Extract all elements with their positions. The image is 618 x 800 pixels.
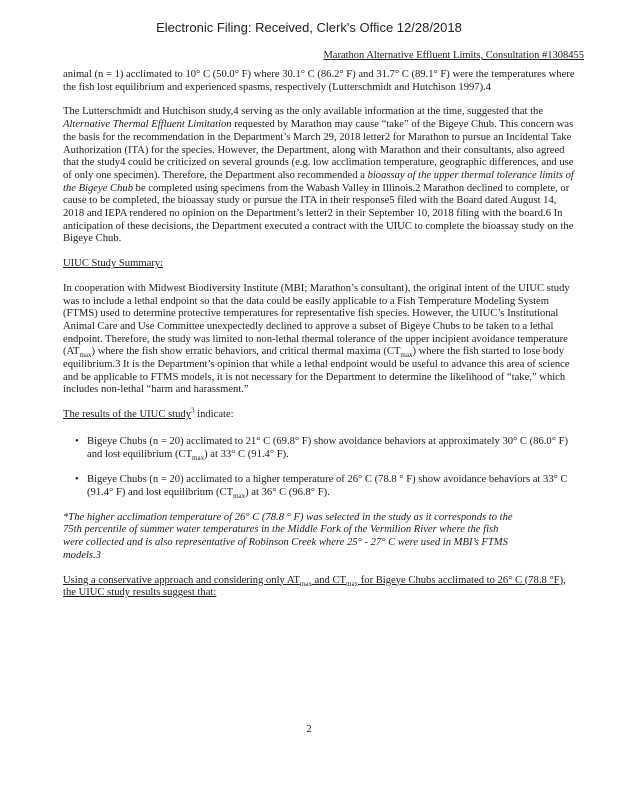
acclimation-note: *The higher acclimation temperature of 26° C (78.8 ° F) was selected in the study as it corresponds to the 75th percentile of summer water temperatures in the Middle Fork of the Vermilion River where the fish were collected and is also representative of Robinson Creek where 25° - 27° C were used in MBI’s FTMS models.3	[63, 511, 513, 561]
results-heading: The results of the UIUC study$^3$ indicate:	[63, 406, 234, 421]
page-number: 2	[306, 724, 312, 735]
results-list	[63, 436, 578, 500]
italic-bioassay: bioassay of the upper thermal tolerance limits of the Bigeye Chub	[63, 169, 574, 194]
result-bullet-21c: • Bigeye Chubs (n = 20) acclimated to 21° C (69.8° F) show avoidance behaviors at approximately 30° C (86.0° F) and lost equilibrium $(CT_{max})$ at 33° C (91.4° F).	[77, 436, 578, 461]
filing-stamp: Electronic Filing: Received, Clerk's Office 12/28/2018	[156, 20, 462, 35]
paragraph-summary: In cooperation with Midwest Biodiversity Institute (MBI; Marathon’s consultant), the original intent of the UIUC study was to include a lethal endpoint so that the data could be easily applicable to a Fish Temperature Modeling System (FTMS) used to determine protective temperatures for representative fish species. However, the UIUC’s Institutional Animal Care and Use Committee unexpectedly declined to approve a subset of Bigeye Chubs to be taken to a lethal endpoint. Therefore, the study was limited to non-lethal thermal tolerance of the upper incipient avoidance temperature $(AT_{max})$ where the fish show erratic behaviors, and critical thermal maxima $(CT_{max})$ where the fish started to lose body equilibrium.3 It is the Department’s opinion that while a lethal endpoint would be useful to advance this area of science and be applicable to FTMS models, it is not necessary for the Department to determine the likelihood of “take,” which includes non-lethal “harm and harassment.”	[63, 282, 570, 396]
running-header: Marathon Alternative Effluent Limits, Consultation #1308455	[323, 50, 584, 61]
italic-ate-limitation: Alternative Thermal Effluent Limitation	[63, 119, 232, 131]
section-heading-summary: UIUC Study Summary:	[63, 258, 164, 270]
conclusion-lead: Using a conservative approach and considering only $AT_{max}$ and $CT_{max}$ for Bigeye Chubs acclimated to 26° C (78.8 °F), the UIUC study results suggest that:	[63, 574, 566, 599]
document-body	[63, 69, 578, 600]
result-bullet-26c: • Bigeye Chubs (n = 20) acclimated to a higher temperature of 26° C (78.8 ° F) show avoidance behaviors at 33° C (91.4° F) and lost equilibrium $(CT_{max})$ at 36° C (96.8° F).	[77, 474, 578, 499]
paragraph-intro: animal (n = 1) acclimated to 10° C (50.0° F) where 30.1° C (86.2° F) and 31.7° C (89.1° F) were the temperatures where the fish lost equilibrium and experienced spasms, respectively (Lutterschmidt and Hutchison 1997).4	[63, 69, 575, 93]
paragraph-study-context: The Lutterschmidt and Hutchison study,4 serving as the only available information at the time, suggested that the Alternative Thermal Effluent Limitation requested by Marathon may cause “take” of the Bigeye Chub. This concern was the basis for the recommendation in the Department’s March 29, 2018 letter2 for Marathon to pursue an Incidental Take Authorization (ITA) for the species. However, the Department, along with Marathon and their consultants, also agreed that the study4 could be criticized on several grounds (e.g. low acclimation temperature, geographic differences, and use of only one specimen). Therefore, the Department also recommended a bioassay of the upper thermal tolerance limits of the Bigeye Chub be completed using specimens from the Wabash Valley in Illinois.2 Marathon declined to complete, or cause to be completed, the bioassay study or pursue the ITA in their response5 filed with the Board dated August 14, 2018 and IEPA rendered no opinion on the Department’s letter2 in their September 10, 2018 filing with the board.6 In anticipation of these decisions, the Department executed a contract with the UIUC to complete the bioassay study on the Bigeye Chub.	[63, 106, 574, 245]
